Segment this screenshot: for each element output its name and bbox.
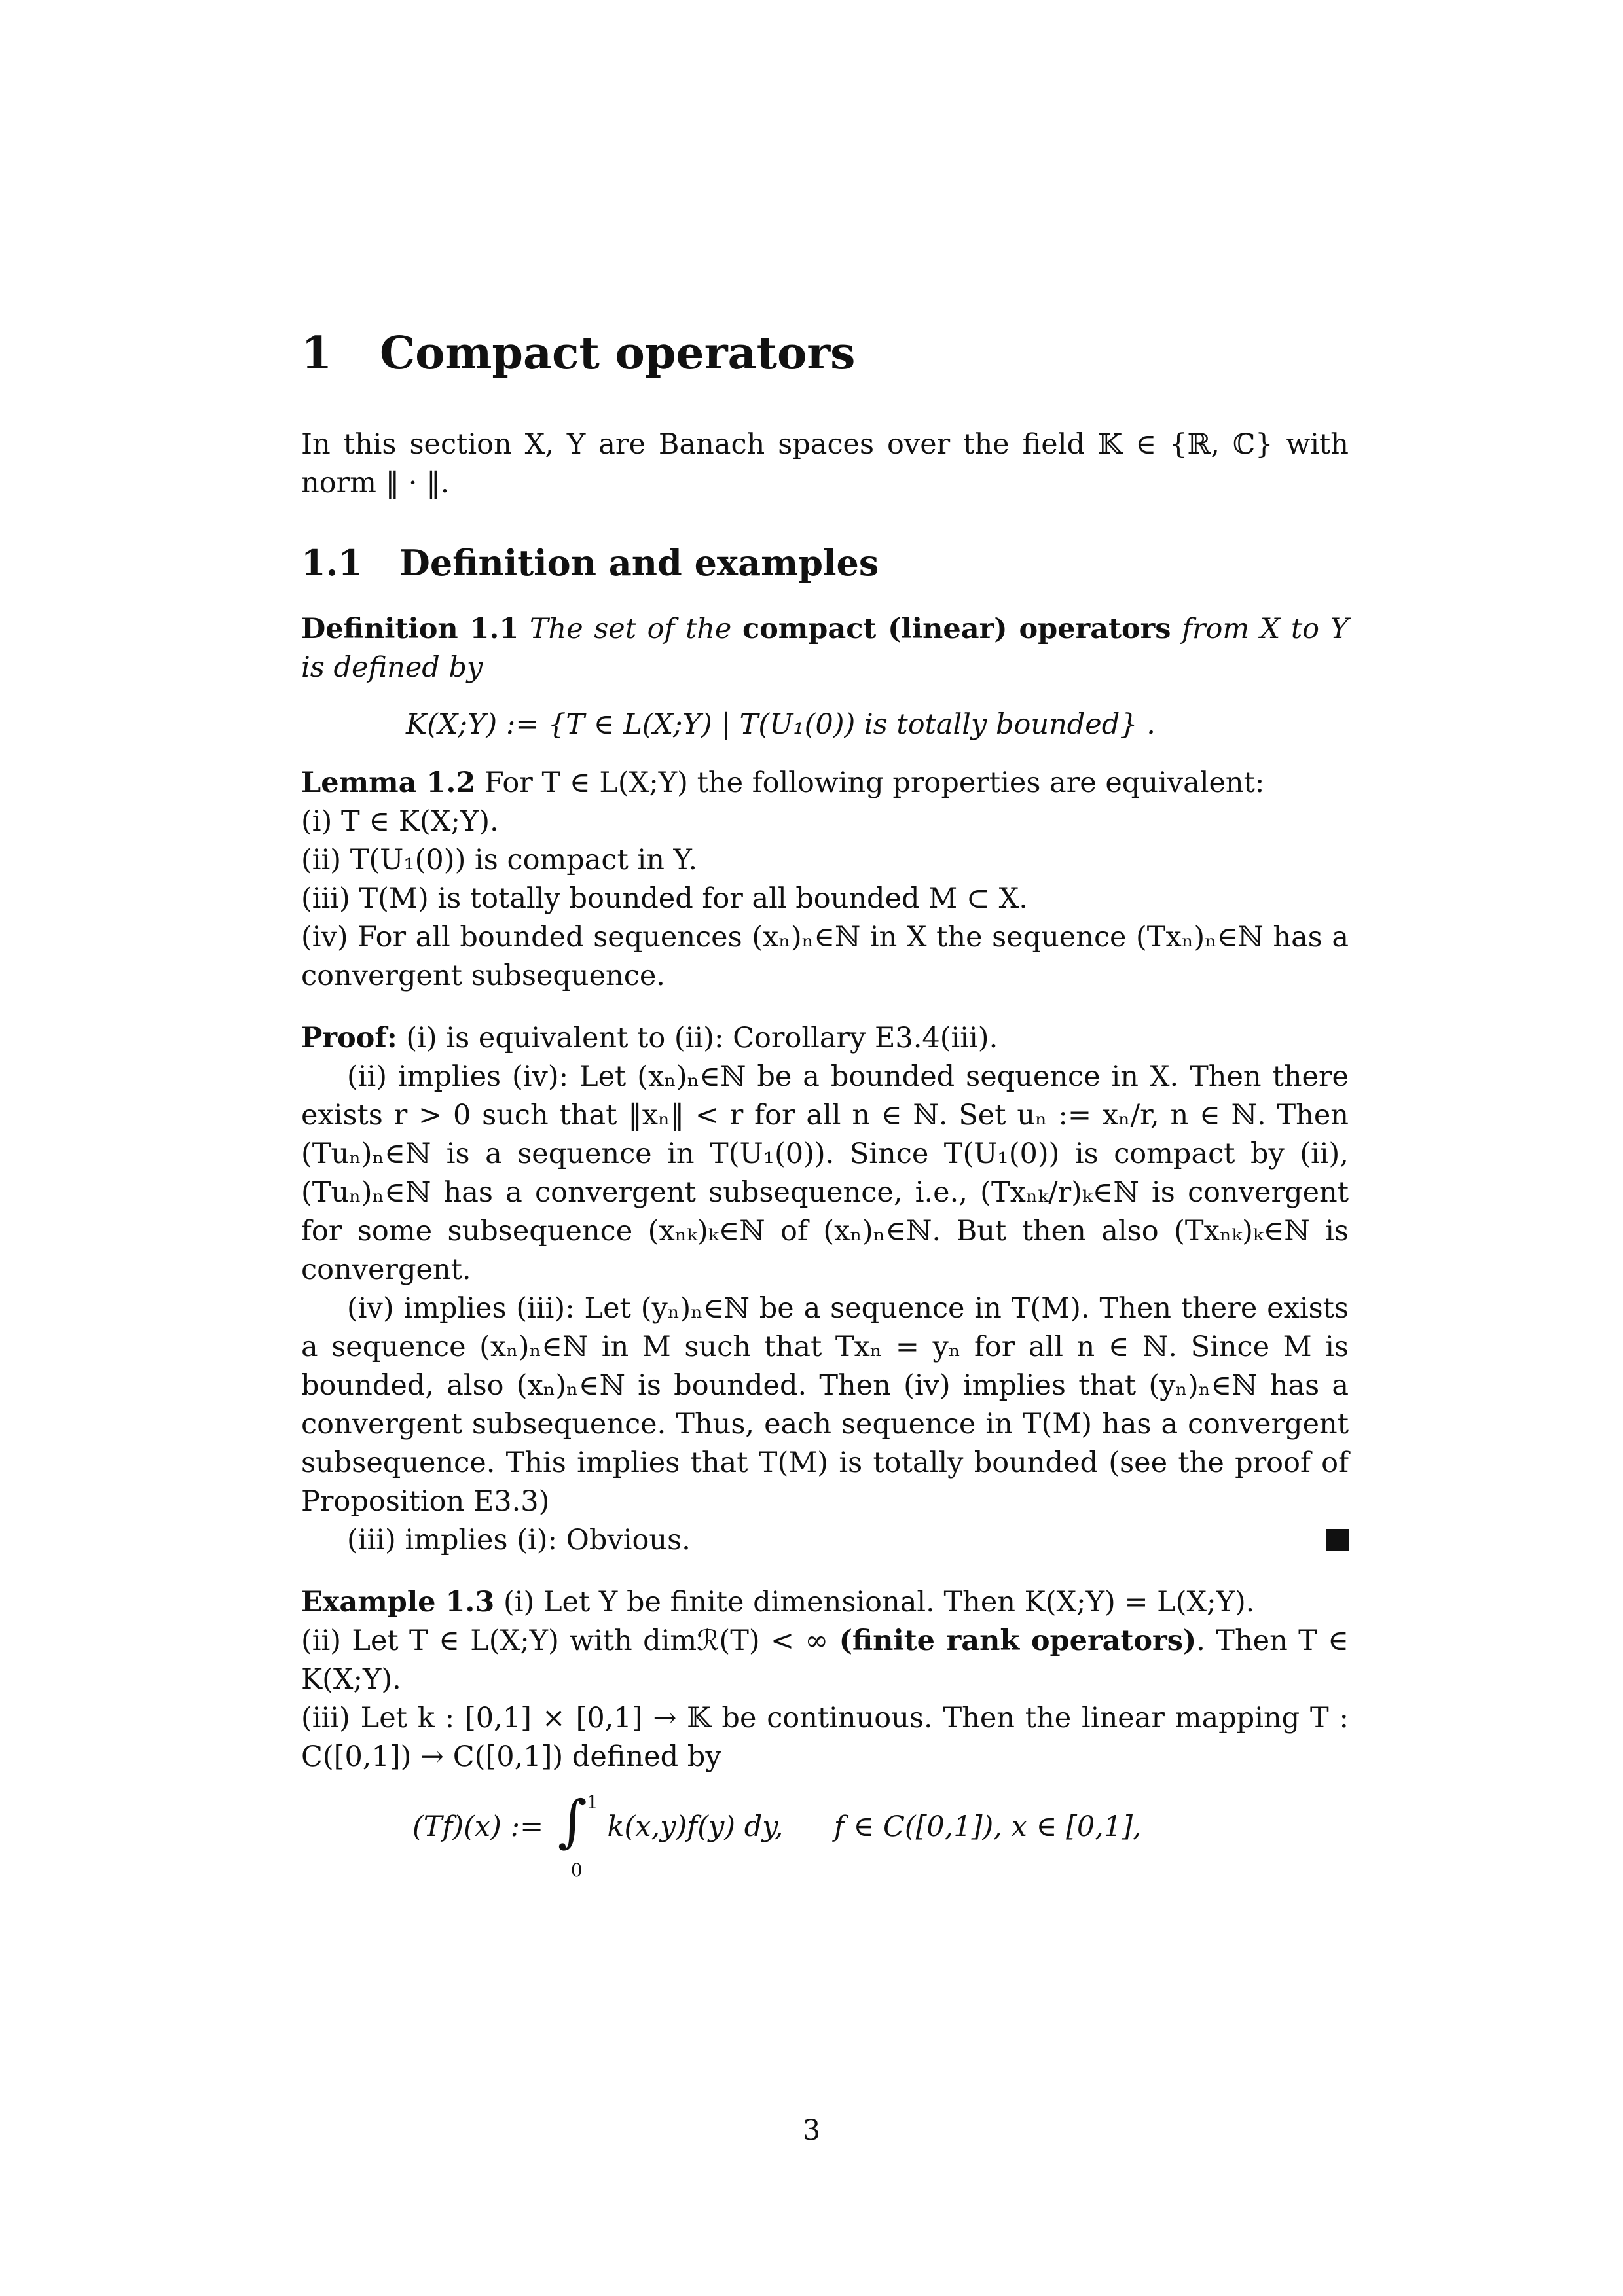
lemma-item: (iv) For all bounded sequences (xₙ)ₙ∈ℕ in X the sequence (Txₙ)ₙ∈ℕ has a convergent subsequence. [301,921,1349,992]
example-statement [301,1583,1349,1622]
example-bold-term: (finite rank operators) [839,1624,1197,1657]
integral-upper-limit: 1 [586,1791,598,1813]
proof-last-paragraph [301,1521,1349,1560]
example-item: (ii) Let T ∈ L(X;Y) with dimℛ(T) < ∞ [301,1624,829,1657]
lemma-intro: For T ∈ L(X;Y) the following properties are equivalent: [484,766,1265,799]
integral-lower-limit: 0 [570,1859,583,1881]
section-intro: In this section X, Y are Banach spaces over the field 𝕂 ∈ {ℝ, ℂ} with norm ‖ · ‖. [301,428,1349,499]
proof-first-line [301,1019,1349,1058]
page-content [301,327,1349,1881]
subsection-title: Definition and examples [399,542,879,584]
proof-paragraph: (ii) implies (iv): Let (xₙ)ₙ∈ℕ be a bounded sequence in X. Then there exists r > 0 such that ‖xₙ‖ < r for all n ∈ ℕ. Set uₙ := xₙ/r, n ∈ ℕ. Then (Tuₙ)ₙ∈ℕ is a sequence in T(U₁(0)). Since T(U₁(0)) is compact by (ii), (Tuₙ)ₙ∈ℕ has a convergent subsequence, i.e., (Txₙₖ/r)ₖ∈ℕ is convergent for some subsequence (xₙₖ)ₖ∈ℕ of (xₙ)ₙ∈ℕ. But then also (Txₙₖ)ₖ∈ℕ is convergent. [301,1060,1349,1286]
example-block [301,1583,1349,1881]
lemma-statement [301,764,1349,802]
formula-domain: f ∈ C([0,1]), x ∈ [0,1], [833,1810,1142,1843]
definition-label: Definition 1.1 [301,613,519,645]
proof-block [301,1019,1349,1560]
example-item: (i) Let Y be finite dimensional. Then K(X;Y) = L(X;Y). [503,1586,1255,1619]
section-title: Compact operators [380,327,856,380]
formula-integrand: k(x,y)f(y) dy, [607,1810,784,1843]
proof-paragraph: (iii) implies (i): Obvious. [347,1524,691,1556]
integral-sign-icon [553,1789,598,1881]
definition-formula: K(X;Y) := {T ∈ L(X;Y) | T(U₁(0)) is totally bounded} . [406,708,1156,741]
section-number: 1 [301,327,333,380]
definition-text-prefix: The set of the [529,613,732,645]
integral-glyph: ∫ [557,1789,587,1854]
lemma-item: (ii) T(U₁(0)) is compact in Y. [301,844,698,876]
lemma-item: (iii) T(M) is totally bounded for all bounded M ⊂ X. [301,882,1028,915]
example-item: . Then T ∈ K(X;Y). [301,1624,1349,1696]
qed-square-icon [1326,1529,1349,1551]
lemma-item: (i) T ∈ K(X;Y). [301,805,499,838]
proof-paragraph: (iv) implies (iii): Let (yₙ)ₙ∈ℕ be a sequence in T(M). Then there exists a sequence (xₙ)ₙ∈ℕ in M such that Txₙ = yₙ for all n ∈ ℕ. Since M is bounded, also (xₙ)ₙ∈ℕ is bounded. Then (iv) implies that (yₙ)ₙ∈ℕ has a convergent subsequence. Thus, each sequence in T(M) has a convergent subsequence. This implies that T(M) is totally bounded (see the proof of Proposition E3.3) [301,1292,1349,1518]
definition-text-suffix: from X to Y is defined by [301,613,1349,684]
page-number: 3 [802,2114,821,2147]
definition-statement [301,610,1349,687]
section-heading [301,327,1349,380]
lemma-block [301,764,1349,996]
lemma-label: Lemma 1.2 [301,766,476,799]
subsection-heading [301,542,1349,584]
definition-term: compact (linear) operators [742,613,1171,645]
example-item: (iii) Let k : [0,1] × [0,1] → 𝕂 be continuous. Then the linear mapping T : C([0,1]) → C([0,1]) defined by [301,1702,1349,1773]
formula-lhs: (Tf)(x) := [412,1810,544,1843]
example-item-ii [301,1622,1349,1699]
proof-paragraph: (i) is equivalent to (ii): Corollary E3.4(iii). [406,1022,998,1054]
example-formula [412,1789,1349,1881]
subsection-number: 1.1 [301,542,363,584]
example-label: Example 1.3 [301,1586,495,1619]
proof-label: Proof: [301,1022,397,1054]
